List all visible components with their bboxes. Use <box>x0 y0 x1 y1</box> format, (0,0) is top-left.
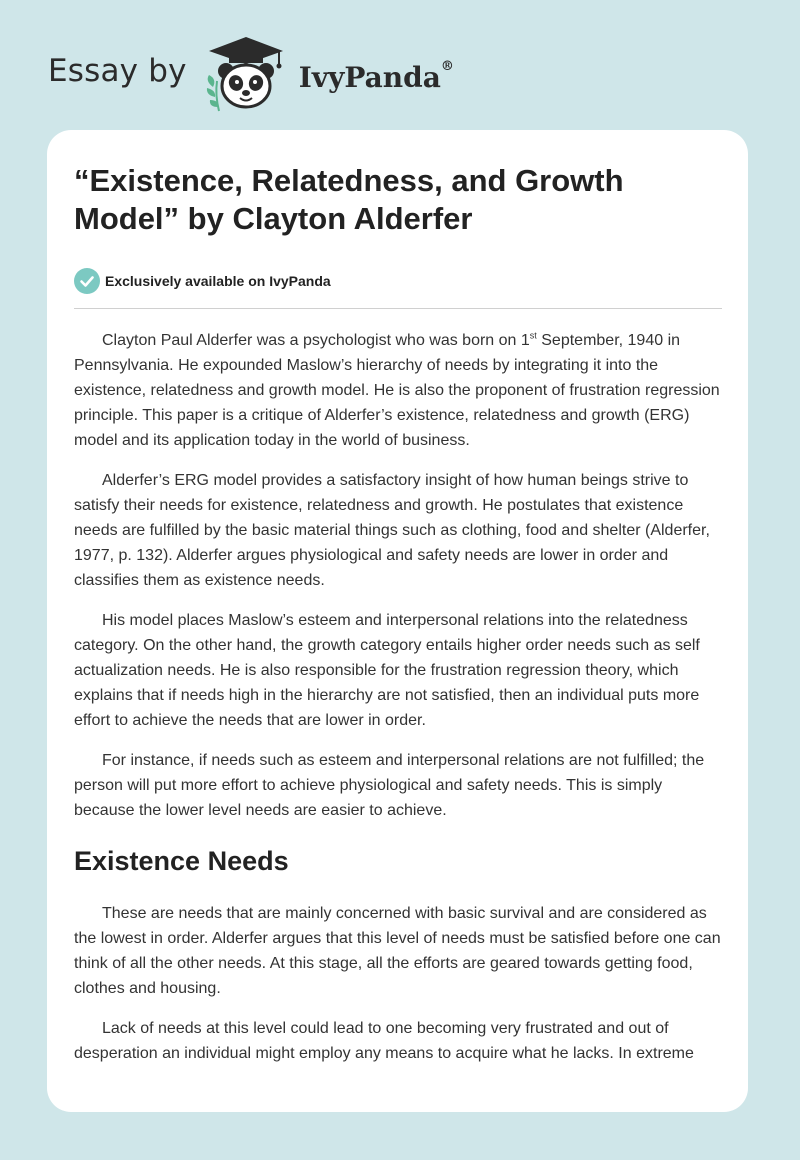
brand-name[interactable] <box>298 58 454 94</box>
essay-title <box>74 162 722 238</box>
title-line-1: “Existence, Relatedness, and Growth <box>74 163 624 198</box>
panda-logo-icon[interactable] <box>201 35 291 113</box>
registered-mark: ® <box>440 58 454 74</box>
brand-name-text: IvyPanda <box>298 60 441 94</box>
essay-body <box>74 328 722 1066</box>
section-heading-existence-needs: Existence Needs <box>74 846 289 876</box>
title-line-2: Model” by Clayton Alderfer <box>74 201 473 236</box>
check-circle-icon <box>74 268 100 294</box>
essay-content-wrapper <box>74 162 722 1081</box>
paragraph-1 <box>74 328 722 453</box>
paragraph-5: These are needs that are mainly concerned with basic survival and are considered as the lowest in order. Alderfer argues that this level of needs must be satisfied before one can think of all the other needs. At this stage, all the efforts are geared towards getting food, clothes and housing. <box>74 905 721 997</box>
exclusive-text: Exclusively available on IvyPanda <box>105 273 331 289</box>
paragraph-2: Alderfer’s ERG model provides a satisfactory insight of how human beings strive to satisfy their needs for existence, relatedness and growth. He postulates that existence needs are fulfilled by the basic material things such as clothing, food and shelter (Alderfer, 1977, p. 132). Alderfer argues physiological and safety needs are lower in order and classifies them as existence needs. <box>74 472 710 589</box>
p1-text-b: September, 1940 in Pennsylvania. He expounded Maslow’s hierarchy of needs by integrating it into the existence, relatedness and growth model. He is also the proponent of frustration regression principle. This paper is a critique of Alderfer’s existence, relatedness and growth (ERG) model and its application today in the world of business. <box>74 332 720 449</box>
exclusive-badge <box>74 268 722 294</box>
p1-text-a: Clayton Paul Alderfer was a psychologist who was born on 1 <box>102 332 530 349</box>
essay-by-label: Essay by <box>48 53 187 89</box>
paragraph-6: Lack of needs at this level could lead to one becoming very frustrated and out of desperation an individual might employ any means to acquire what he lacks. In extreme <box>74 1020 694 1062</box>
divider <box>74 308 722 309</box>
essay-card <box>47 130 748 1112</box>
paragraph-4: For instance, if needs such as esteem and interpersonal relations are not fulfilled; the person will put more effort to achieve physiological and safety needs. This is simply because the lower level needs are easier to achieve. <box>74 752 705 819</box>
site-header <box>48 34 454 114</box>
p1-ordinal-suffix: st <box>529 330 537 341</box>
paragraph-3: His model places Maslow’s esteem and interpersonal relations into the relatedness category. On the other hand, the growth category entails higher order needs such as self actualization needs. He is also responsible for the frustration regression theory, which explains that if needs high in the hierarchy are not satisfied, then an individual puts more effort to achieve the needs that are lower in order. <box>74 612 700 729</box>
